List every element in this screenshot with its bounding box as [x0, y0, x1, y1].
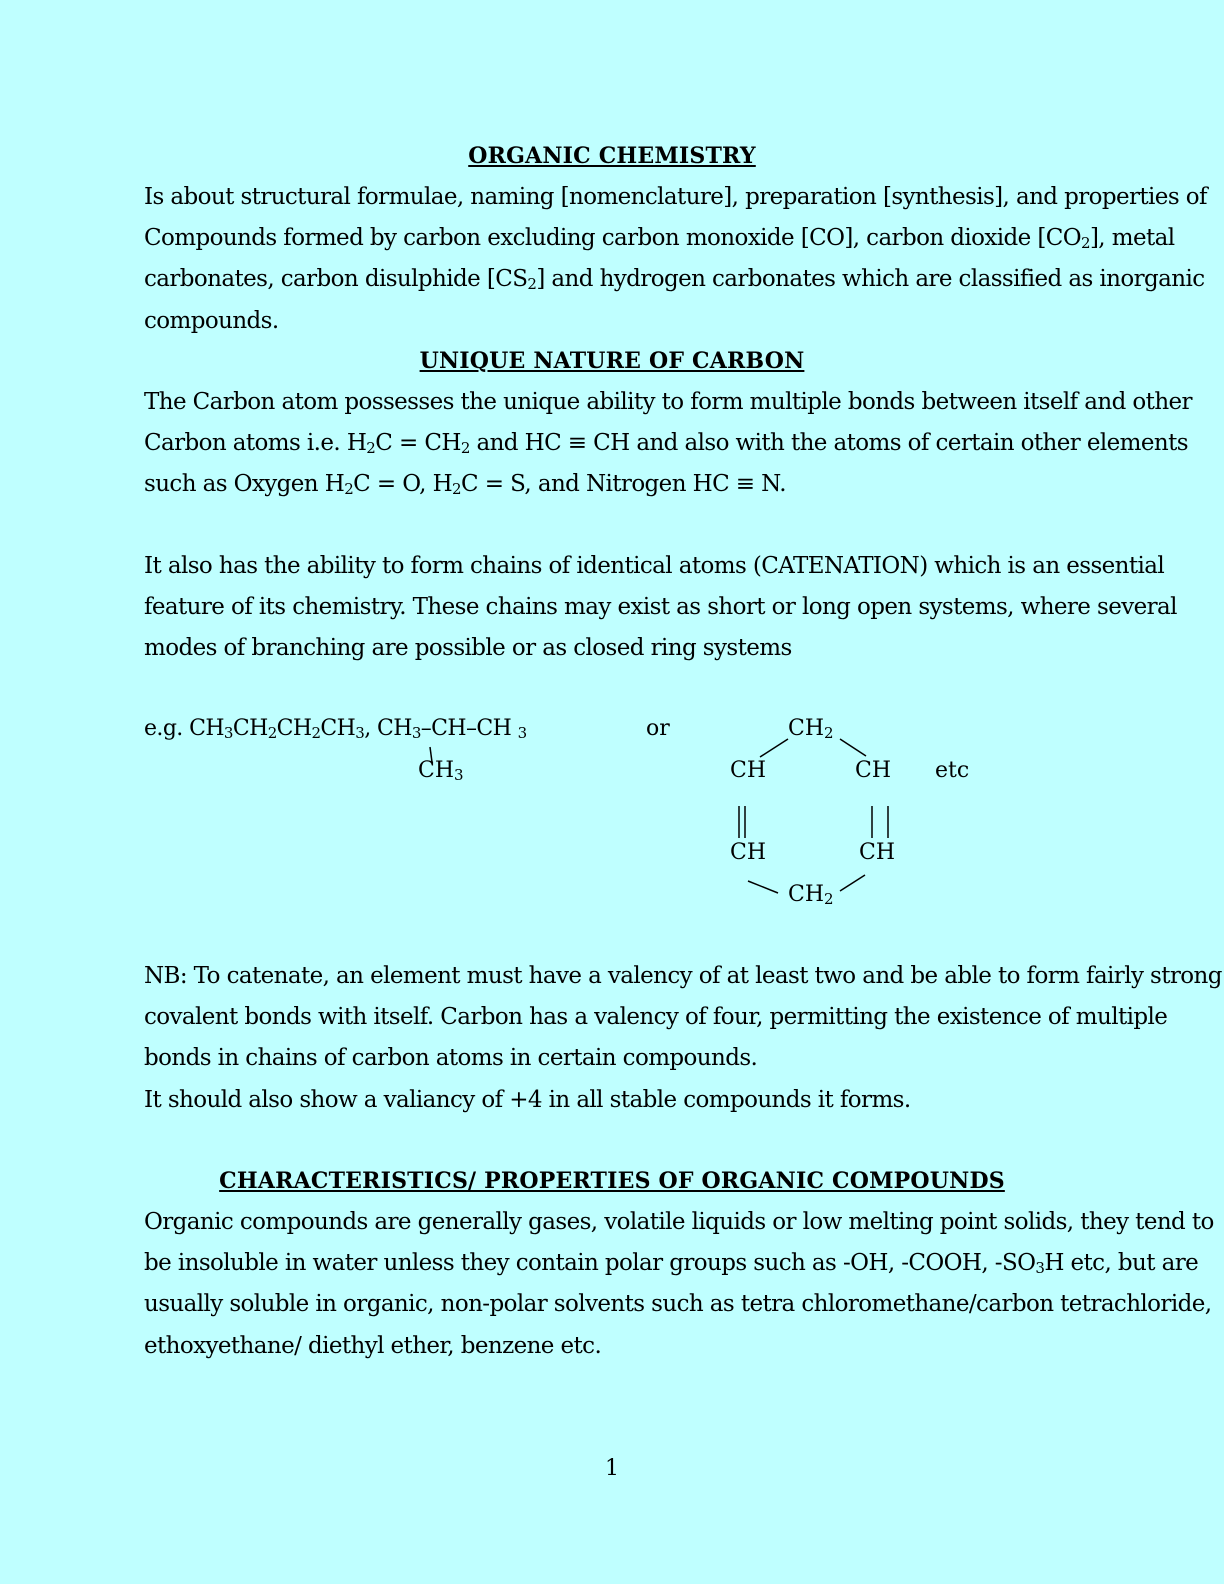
properties-line-2: be insoluble in water unless they contain polar groups such as -OH, -COOH, $-SO_3H$ etc, but are — [144, 1250, 1199, 1278]
properties-line-3: usually soluble in organic, non-polar solvents such as tetra chloromethane/carbon tetrachloride, — [144, 1291, 1212, 1318]
nb-paragraph — [144, 956, 1222, 1121]
ring-right-upper-ch: CH — [855, 758, 892, 783]
intro-line-3: carbonates, carbon disulphide $[CS_2]$ and hydrogen carbonates which are classified as inorganic — [144, 266, 1205, 294]
properties-line-1: Organic compounds are generally gases, volatile liquids or low melting point solids, they tend to — [144, 1209, 1214, 1235]
catenation-line-1: It also has the ability to form chains of identical atoms (CATENATION) which is an essential — [144, 553, 1165, 579]
ring-left-lower-ch: CH — [730, 840, 767, 865]
intro-line-2: Compounds formed by carbon excluding carbon monoxide [CO], carbon dioxide $[CO_2]$, metal — [144, 225, 1175, 253]
nb-line-2: covalent bonds with itself. Carbon has a valency of four, permitting the existence of multiple — [144, 1004, 1168, 1031]
unique-line-2: Carbon atoms i.e. $H_2C = CH_2$ and HC ≡ CH and also with the atoms of certain other elements — [144, 430, 1188, 458]
properties-line-4: ethoxyethane/ diethyl ether, benzene etc. — [144, 1332, 602, 1359]
unique-line-3: such as Oxygen $H_2C = O$, $H_2C = S$, and Nitrogen HC ≡ N. — [144, 471, 786, 499]
ring-bottom-ch2: $CH_2$ — [788, 882, 834, 908]
ring-bond-bottom-left — [748, 881, 778, 893]
nb-line-4: It should also show a valiancy of +4 in all stable compounds it forms. — [144, 1086, 911, 1113]
properties-paragraph — [144, 1202, 1214, 1367]
ring-bond-top-left — [760, 739, 788, 757]
ring-bond-bottom-right — [840, 875, 865, 891]
example-chain-formula: e.g. $CH_3CH_2CH_2CH_3$, $CH_3-CH-CH$ $_3$ — [144, 716, 527, 742]
nb-line-3: bonds in chains of carbon atoms in certain compounds. — [144, 1045, 758, 1072]
unique-paragraph — [144, 382, 1192, 506]
unique-line-1: The Carbon atom possesses the unique ability to form multiple bonds between itself and other — [144, 389, 1192, 415]
catenation-paragraph — [144, 546, 1177, 670]
heading-unique-nature: UNIQUE NATURE OF CARBON — [419, 348, 805, 374]
etc-label: etc — [935, 758, 970, 783]
intro-paragraph — [144, 177, 1207, 342]
ring-right-lower-ch: CH — [859, 840, 896, 865]
nb-line-1: NB: To catenate, an element must have a valency of at least two and be able to form fairly strong — [144, 963, 1222, 989]
title-organic-chemistry: ORGANIC CHEMISTRY — [468, 143, 756, 169]
catenation-line-3: modes of branching are possible or as closed ring systems — [144, 635, 792, 662]
ring-left-upper-ch: CH — [730, 758, 767, 783]
branch-methyl-group: $CH_3$ — [418, 758, 464, 784]
intro-line-1: Is about structural formulae, naming [nomenclature], preparation [synthesis], and properties of — [144, 184, 1207, 210]
intro-line-4: compounds. — [144, 307, 279, 334]
or-label: or — [646, 716, 670, 741]
page-number: 1 — [605, 1456, 619, 1481]
catenation-line-2: feature of its chemistry. These chains may exist as short or long open systems, where several — [144, 594, 1177, 621]
heading-characteristics: CHARACTERISTICS/ PROPERTIES OF ORGANIC COMPOUNDS — [219, 1168, 1005, 1194]
ring-top-ch2: $CH_2$ — [788, 716, 834, 742]
ring-bond-top-right — [840, 739, 866, 756]
